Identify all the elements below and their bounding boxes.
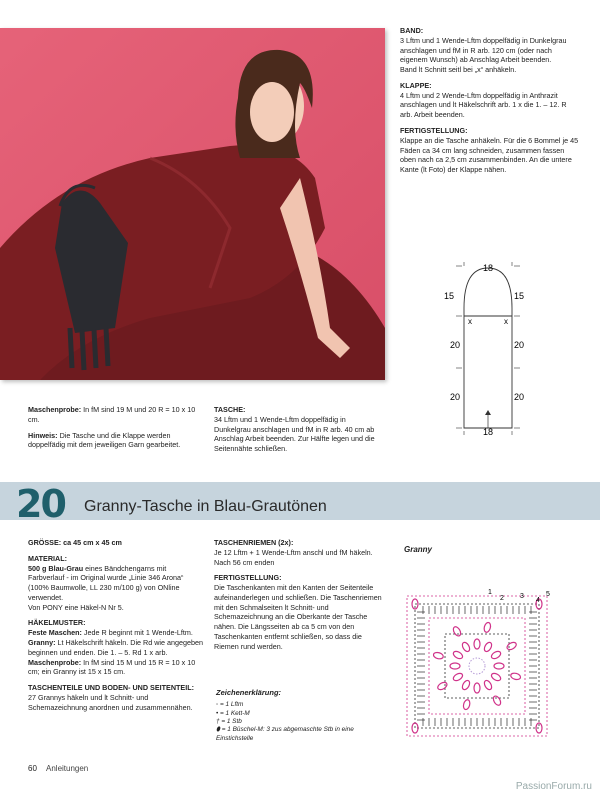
hinweis-text: Die Tasche und die Klappe werden doppelfädig mit dem jeweiligen Garn gearbeitet. [28,430,181,450]
fertigstellung-heading: FERTIGSTELLUNG: [400,126,468,136]
schematic-bottom: 18 [482,427,494,437]
band-text: 3 Lftm und 1 Wende-Lftm doppelfädig in Dunkelgrau anschlagen und fM in R arb. 120 cm (oder nach eigenem Wunsch) ab Anschlag Arbeit beenden. [400,35,567,65]
hinweis-label: Hinweis: [28,430,58,440]
column-1 [28,538,204,713]
schematic-left-low: 20 [449,392,460,402]
riemen-heading: TASCHENRIEMEN (2x): [214,538,294,547]
muster-heading: HÄKELMUSTER: [28,618,86,628]
page-number: 60 [28,764,37,773]
schematic-left-mid: 20 [449,340,460,350]
material-heading: MATERIAL: [28,553,67,563]
legend-item-kettm: • = 1 Kett-M [216,709,250,717]
tasche-heading: TASCHE: [214,405,246,414]
slipstitch-symbol-icon: • [216,709,219,717]
legend [216,688,386,743]
granny-label: Granny: [28,638,56,648]
schematic-mark-left: x [468,317,472,326]
feste-text: Jede R beginnt mit 1 Wende-Lftm. [81,628,193,638]
material-text-2: Von PONY eine Häkel-N Nr 5. [28,602,124,612]
round-label-5: 5 [546,591,550,598]
bag-schematic [440,258,540,438]
column-2 [214,538,386,652]
tasche-block [214,405,384,454]
mid-left-block [28,405,202,450]
maschenprobe-text: In fM sind 19 M und 20 R = 10 x 10 cm. [28,405,196,424]
groesse: GRÖSSE: ca 45 cm x 45 cm [28,538,122,547]
legend-item-bueschel: ⬮ = 1 Büschel-M: 3 zus abgemaschte Stb in eine Einstichstelle [216,726,354,742]
granny-text: Lt Häkelschrift häkeln. Die Rd wie angegeben beginnen und enden. Die 1. – 5. Rd 1 x arb. [28,638,203,657]
schematic-top: 18 [482,263,494,273]
legend-item-lftm: ◦ = 1 Lftm [216,701,244,709]
round-label-2: 2 [500,595,504,602]
fertig2-text: Die Taschenkanten mit den Kanten der Seitenteile aufeinanderlegen und schließen. Die Taschenriemen mit den Schmalseiten lt Schnitt- und Schemazeichnung an die Oberkante der Tasche nähen. Die Längsseiten ab ca 5 cm von den Taschenkanten entfernt schließen, so dass die Riemen rund werden. [214,583,382,651]
chain-symbol-icon: ◦ [216,701,219,709]
material-text: eines Bändchengarns mit Farbverlauf - im Original wurde „Linie 346 Arona“ (100% Baumwolle, LL 230 m/100 g) von ONline verwendet. [28,563,184,602]
round-label-3: 3 [520,593,524,600]
fertig2-heading: FERTIGSTELLUNG: [214,573,282,583]
schematic-right-mid: 20 [514,340,525,350]
klappe-heading: KLAPPE: [400,80,432,90]
granny-chart-title: Granny [404,545,433,554]
klappe-text: 4 Lftm und 2 Wende-Lftm doppelfädig in Anthrazit anschlagen und lt Häkelschrift arb. 1 x die 1. – 12. R arb. Arbeit beenden. [400,90,567,120]
schematic-left-upper: 15 [443,291,454,301]
schematic-mark-right: x [504,317,508,326]
taschenteile-text: 27 Grannys häkeln und lt Schnitt- und Schemazeichnung anordnen und zusammennähen. [28,692,193,712]
double-crochet-symbol-icon: † [216,717,220,725]
mp-text: In fM sind 15 M und 15 R = 10 x 10 cm; ein Granny ist 15 x 15 cm. [28,657,196,677]
section-title: Granny-Tasche in Blau-Grautönen [84,498,327,515]
riemen-text: Je 12 Lftm + 1 Wende-Lftm anschl und fM häkeln. Nach 56 cm enden [214,547,373,567]
fertigstellung-text: Klappe an die Tasche anhäkeln. Für die 6 Bommel je 45 Fäden ca 34 cm lang schneiden, zusammen fassen oben nach ca 2,5 cm zusammenbinden. An die untere Kante (lt Foto) der Klappe nähen. [400,135,579,175]
cluster-symbol-icon: ⬮ [216,726,221,734]
schematic-right-low: 20 [514,392,525,402]
feste-label: Feste Maschen: [28,628,82,638]
model-illustration [0,28,385,380]
round-label-1: 1 [488,589,492,596]
band-text-2: Band lt Schnitt seitl bei „x“ anhäkeln. [400,65,517,75]
right-top-instructions [400,26,580,175]
mp-label: Maschenprobe: [28,657,82,667]
watermark: PassionForum.ru [515,781,592,792]
legend-title: Zeichenerklärung: [216,688,282,697]
round-label-4: 4 [536,597,540,604]
material-bold: 500 g Blau-Grau [28,563,84,573]
section-number: 20 [16,482,65,526]
footer-section: Anleitungen [46,764,89,773]
band-heading: BAND: [400,26,424,35]
schematic-right-upper: 15 [514,291,525,301]
product-photo [0,28,385,380]
granny-chart [400,556,570,756]
maschenprobe-label: Maschenprobe: [28,405,82,414]
tasche-text: 34 Lftm und 1 Wende-Lftm doppelfädig in Dunkelgrau anschlagen und fM in R arb. 40 cm ab Anschlag Arbeit beenden. Zur Hälfte legen und die Seitennähte schließen. [214,414,375,454]
taschenteile-heading: TASCHENTEILE UND BODEN- UND SEITENTEIL: [28,683,194,693]
legend-item-stb: † = 1 Stb [216,717,242,725]
